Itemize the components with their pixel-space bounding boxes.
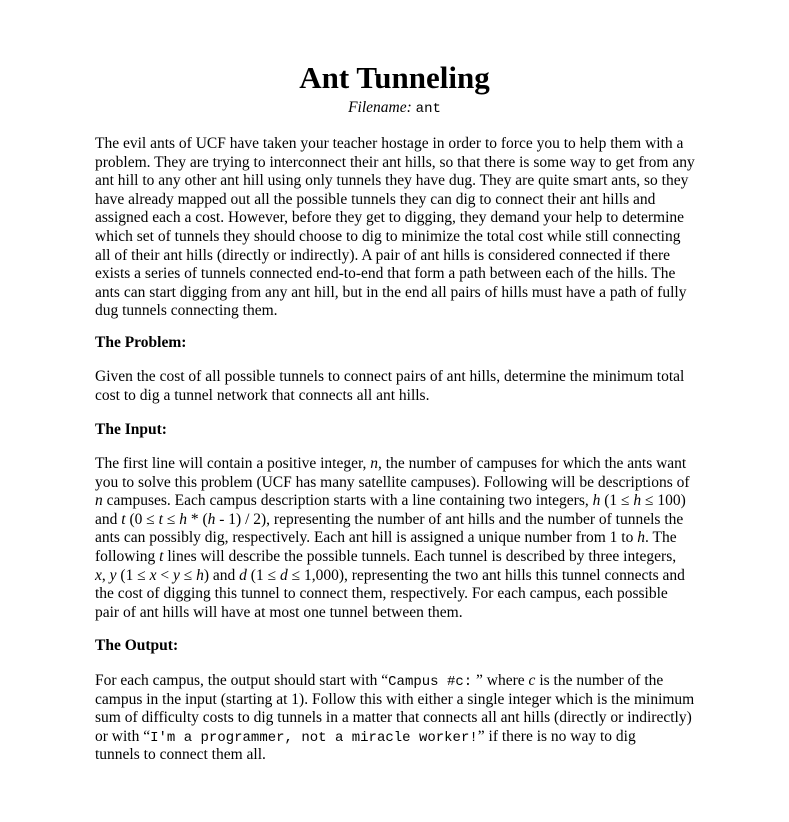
output-line-4: or with “I'm a programmer, not a miracle worker!” if there is no way to dig (95, 727, 636, 746)
intro-line: all of their ant hills (directly or indirectly). A pair of ant hills is considered connected if there (95, 246, 671, 264)
intro-line: exists a series of tunnels connected end-to-end that form a path between each of the hills. The (95, 265, 676, 283)
intro-line: ants can start digging from any ant hill, but in the end all pairs of hills must have a path of fully (95, 283, 687, 301)
output-line-3: sum of difficulty costs to dig tunnels in a matter that connects all ant hills (directly or indirectly) (95, 709, 692, 727)
output-line-5: tunnels to connect them all. (95, 746, 266, 764)
input-line-8: the cost of digging this tunnel to connect them, respectively. For each campus, each possible (95, 585, 668, 603)
output-line-1: For each campus, the output should start with “Campus #c: ” where c is the number of the (95, 672, 664, 690)
output-line-2: campus in the input (starting at 1). Follow this with either a single integer which is the minimum (95, 690, 695, 708)
intro-line: have already mapped out all the possible tunnels they can dig to connect their ant hills and (95, 190, 656, 208)
filename-line (0, 98, 789, 119)
input-heading: The Input: (95, 421, 167, 438)
output-paragraph (95, 672, 735, 765)
input-line-7: x, y (1 ≤ x < y ≤ h) and d (1 ≤ d ≤ 1,000), representing the two ant hills this tunnel connects and (95, 566, 685, 584)
intro-line: dug tunnels connecting them. (95, 302, 278, 320)
input-line-9: pair of ant hills will have at most one tunnel between them. (95, 603, 463, 621)
input-line-3: n campuses. Each campus description starts with a line containing two integers, h (1 ≤ h ≤ 100) (95, 492, 686, 510)
intro-line: ant hill to any other ant hill using only tunnels they have dug. They are quite smart ants, so they (95, 172, 689, 190)
input-line-2: you to solve this problem (UCF has many satellite campuses). Following will be descriptions of (95, 473, 690, 491)
problem-line: cost to dig a tunnel network that connects all ant hills. (95, 386, 430, 404)
problem-line: Given the cost of all possible tunnels to connect pairs of ant hills, determine the minimum total (95, 368, 685, 385)
intro-line: problem. They are trying to interconnect their ant hills, so that there is some way to get from any (95, 153, 695, 171)
intro-paragraph (95, 135, 735, 321)
page-title: Ant Tunneling (299, 60, 490, 95)
input-line-5: ants can possibly dig, respectively. Each ant hill is assigned a unique number from 1 to h. The (95, 529, 677, 547)
input-line-4: and t (0 ≤ t ≤ h * (h - 1) / 2), representing the number of ant hills and the number of tunnels the (95, 510, 684, 528)
output-heading: The Output: (95, 637, 179, 654)
input-line-6: following t lines will describe the possible tunnels. Each tunnel is described by three integers, (95, 547, 677, 565)
intro-line: The evil ants of UCF have taken your teacher hostage in order to force you to help them with a (95, 135, 684, 152)
input-line-1: The first line will contain a positive integer, n, the number of campuses for which the ants want (95, 455, 687, 472)
intro-line: assigned each a cost. However, before they get to digging, they demand your help to determine (95, 209, 685, 227)
problem-heading: The Problem: (95, 334, 187, 351)
filename-value: ant (415, 101, 441, 117)
input-paragraph (95, 455, 735, 622)
intro-line: which set of tunnels they should choose to dig to minimize the total cost while still connecting (95, 227, 681, 245)
problem-paragraph (95, 368, 735, 405)
filename-label: Filename: (348, 99, 412, 116)
